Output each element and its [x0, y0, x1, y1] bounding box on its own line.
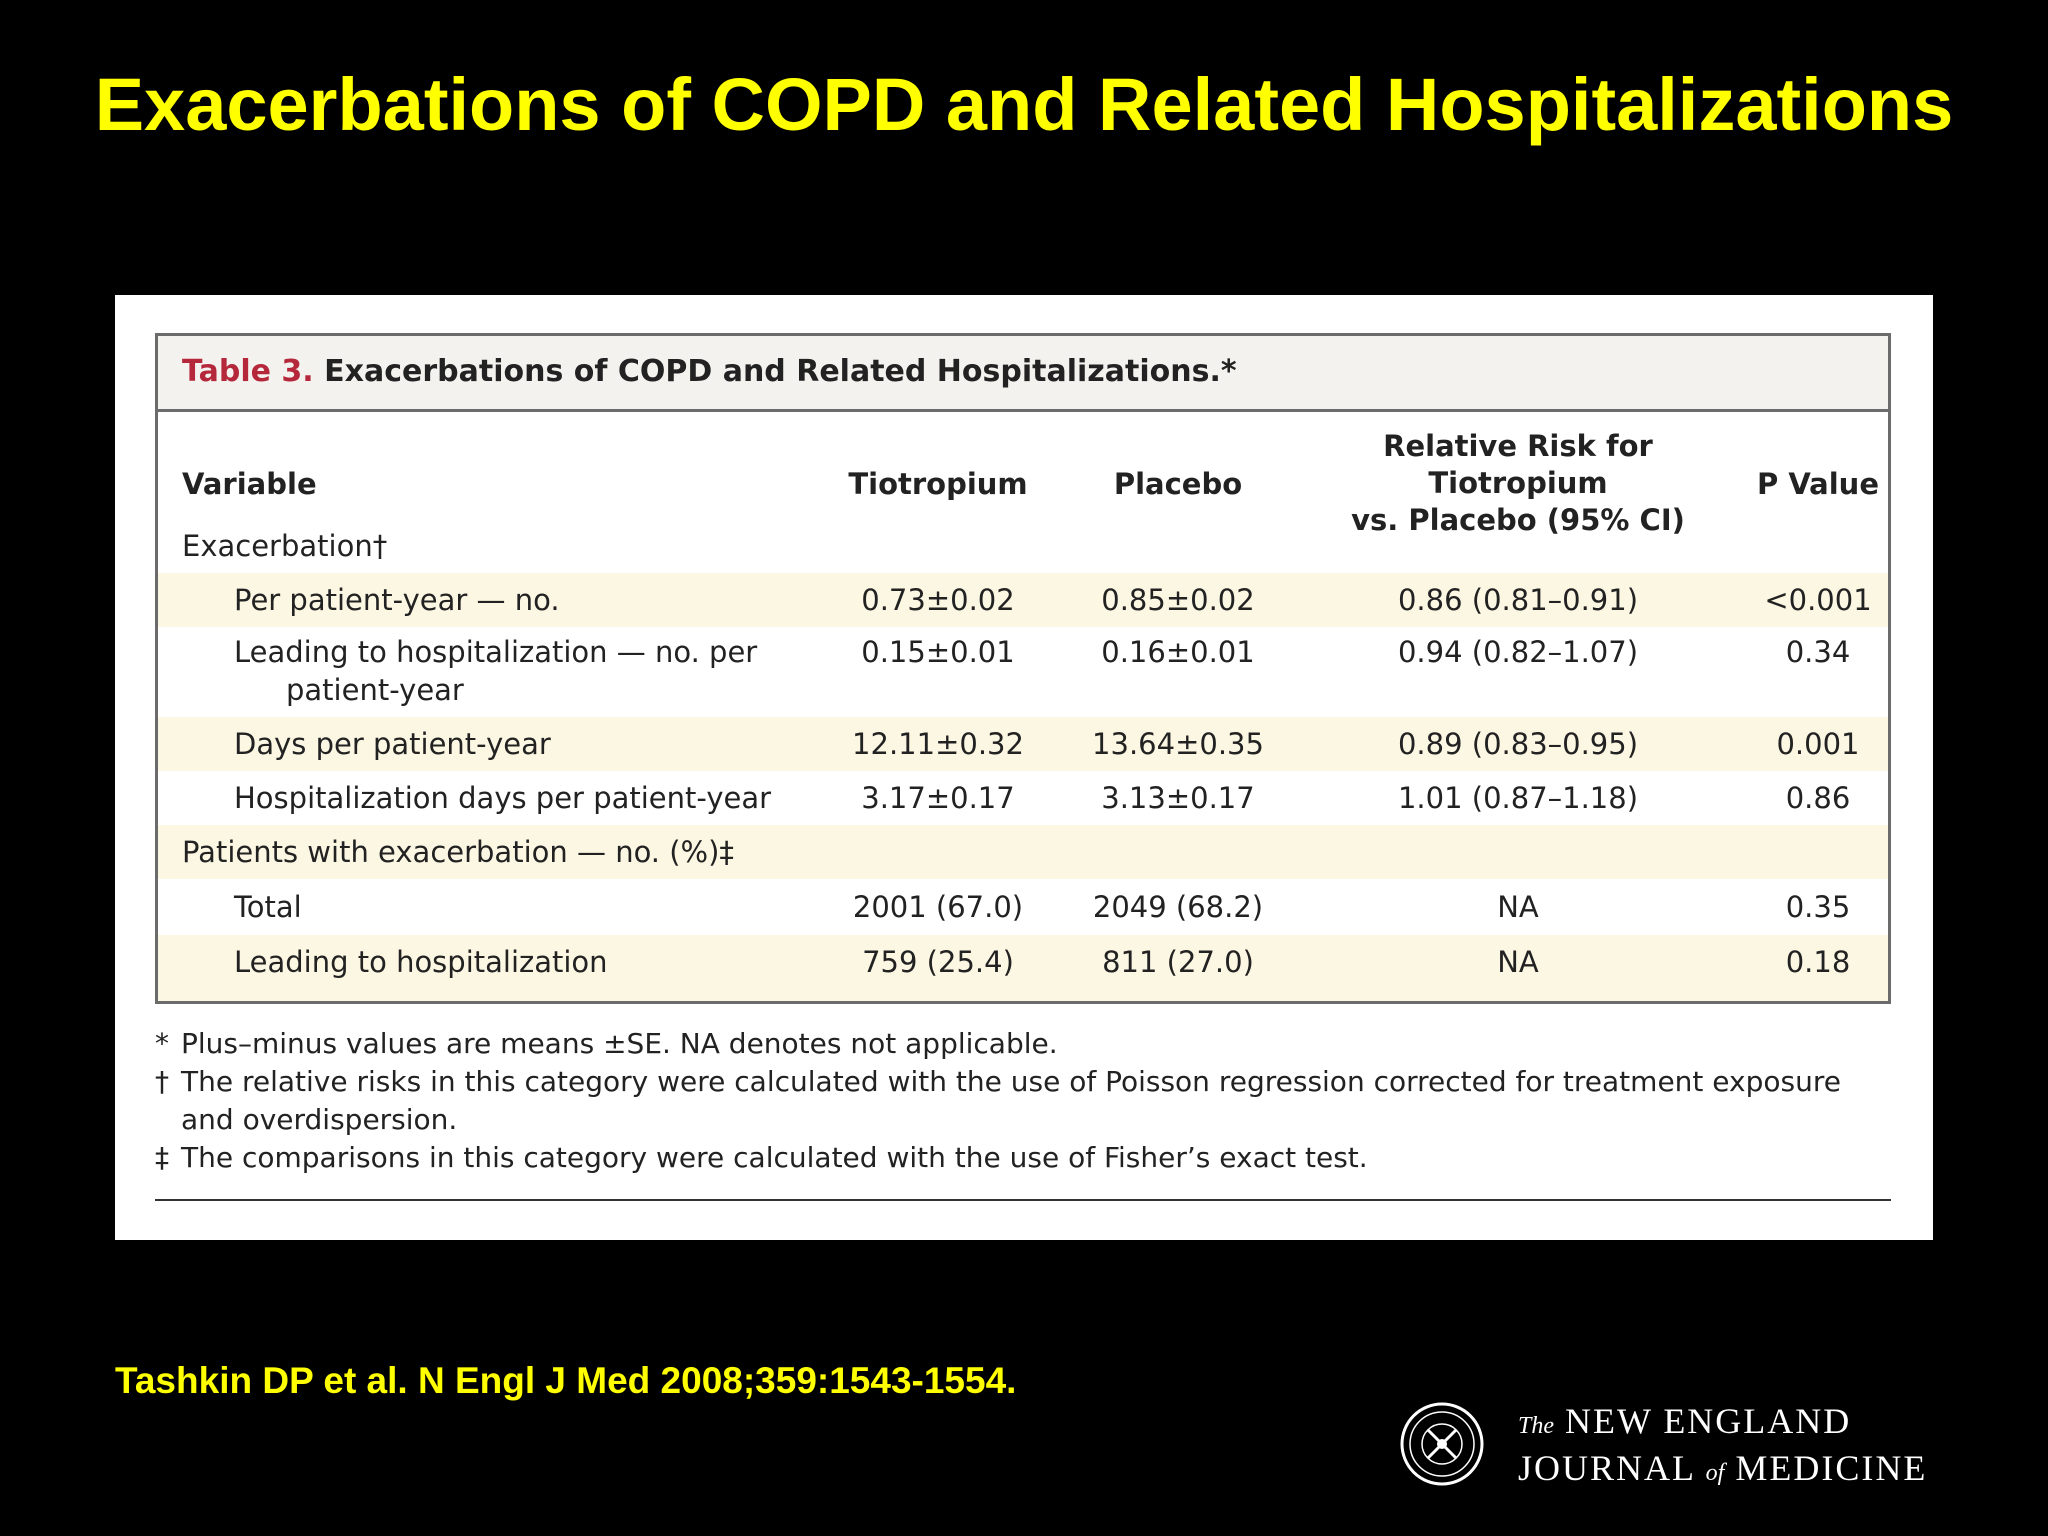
footnote-text: The comparisons in this category were calculated with the use of Fisher’s exact test.: [181, 1141, 1368, 1174]
table-footnotes: [155, 1025, 1895, 1177]
cell-relative-risk: 0.94 (0.82–1.07): [1397, 635, 1639, 669]
cell-p-value: 0.86: [1785, 781, 1851, 815]
cell-relative-risk: NA: [1497, 890, 1539, 924]
row-label: Leading to hospitalization — no. per: [234, 635, 758, 669]
slide-title: Exacerbations of COPD and Related Hospitalizations: [94, 63, 1954, 146]
table-row: [158, 519, 1888, 573]
table-row: [158, 771, 1888, 825]
header-p-value: P Value: [1756, 467, 1880, 501]
table-row: [158, 879, 1888, 935]
cell-placebo: 2049 (68.2): [1092, 890, 1264, 924]
row-label: Hospitalization days per patient-year: [234, 781, 772, 815]
cell-placebo: 811 (27.0): [1102, 945, 1254, 979]
cell-tiotropium: 0.15±0.01: [861, 635, 1015, 669]
cell-p-value: 0.35: [1785, 890, 1851, 924]
row-label-continuation: patient-year: [286, 673, 464, 707]
citation: Tashkin DP et al. N Engl J Med 2008;359:1543-1554.: [115, 1360, 1017, 1401]
header-placebo: Placebo: [1113, 467, 1243, 501]
footnote-mark: ‡: [155, 1141, 169, 1174]
cell-placebo: 0.16±0.01: [1101, 635, 1255, 669]
journal-logo-of: of: [1705, 1460, 1725, 1486]
data-table: [155, 333, 1891, 1004]
journal-logo-medicine: MEDICINE: [1735, 1448, 1928, 1488]
table-label: Table 3.: [182, 354, 314, 389]
cell-tiotropium: 2001 (67.0): [852, 890, 1024, 924]
header-relative-risk-line1: Relative Risk for Tiotropium: [1383, 429, 1653, 500]
table-panel: [115, 295, 1933, 1240]
row-label: Days per patient-year: [234, 727, 551, 761]
table-row: [158, 935, 1888, 1001]
row-label: Patients with exacerbation — no. (%)‡: [182, 835, 734, 869]
footnote-mark: †: [155, 1065, 169, 1098]
table-caption-text: Exacerbations of COPD and Related Hospitalizations.*: [324, 354, 1237, 389]
cell-p-value: 0.001: [1776, 727, 1860, 761]
table-row: [158, 627, 1888, 717]
cell-placebo: 13.64±0.35: [1092, 727, 1264, 761]
journal-logo-new-england: NEW ENGLAND: [1565, 1401, 1852, 1441]
cell-relative-risk: NA: [1497, 945, 1539, 979]
table-row: [158, 717, 1888, 771]
table-caption-bar: [158, 336, 1888, 412]
header-relative-risk-line2: vs. Placebo (95% CI): [1351, 503, 1685, 537]
journal-seal-icon: [1400, 1402, 1484, 1486]
cell-tiotropium: 12.11±0.32: [852, 727, 1024, 761]
table-caption: [182, 354, 1237, 389]
cell-placebo: 0.85±0.02: [1101, 583, 1255, 617]
cell-relative-risk: 1.01 (0.87–1.18): [1397, 781, 1639, 815]
table-row: [158, 573, 1888, 627]
cell-relative-risk: 0.89 (0.83–0.95): [1397, 727, 1639, 761]
cell-tiotropium: 3.17±0.17: [861, 781, 1015, 815]
cell-p-value: 0.34: [1785, 635, 1851, 669]
cell-tiotropium: 759 (25.4): [862, 945, 1014, 979]
cell-relative-risk: 0.86 (0.81–0.91): [1397, 583, 1639, 617]
cell-placebo: 3.13±0.17: [1101, 781, 1255, 815]
row-label: Per patient-year — no.: [234, 583, 560, 617]
footnote: [155, 1139, 1895, 1177]
header-variable: Variable: [182, 467, 317, 501]
row-label: Total: [234, 890, 302, 924]
row-label: Exacerbation†: [182, 529, 388, 563]
row-label: Leading to hospitalization: [234, 945, 608, 979]
footnote: [155, 1025, 1895, 1063]
journal-logo: [1518, 1400, 1927, 1494]
footnote-text: Plus–minus values are means ±SE. NA denotes not applicable.: [181, 1027, 1058, 1060]
cell-tiotropium: 0.73±0.02: [861, 583, 1015, 617]
footnote: [155, 1063, 1895, 1139]
journal-logo-line2: [1518, 1447, 1927, 1494]
bottom-rule: [155, 1199, 1891, 1201]
header-tiotropium: Tiotropium: [848, 467, 1028, 501]
journal-logo-the: The: [1518, 1413, 1554, 1439]
cell-p-value: 0.18: [1785, 945, 1851, 979]
journal-logo-journal: JOURNAL: [1518, 1448, 1695, 1488]
table-row: [158, 825, 1888, 879]
footnote-text: The relative risks in this category were calculated with the use of Poisson regression corrected for treatment exposure and overdispersion.: [181, 1065, 1841, 1136]
cell-p-value: <0.001: [1764, 583, 1872, 617]
footnote-mark: *: [155, 1027, 169, 1060]
journal-logo-line1: [1518, 1400, 1927, 1447]
